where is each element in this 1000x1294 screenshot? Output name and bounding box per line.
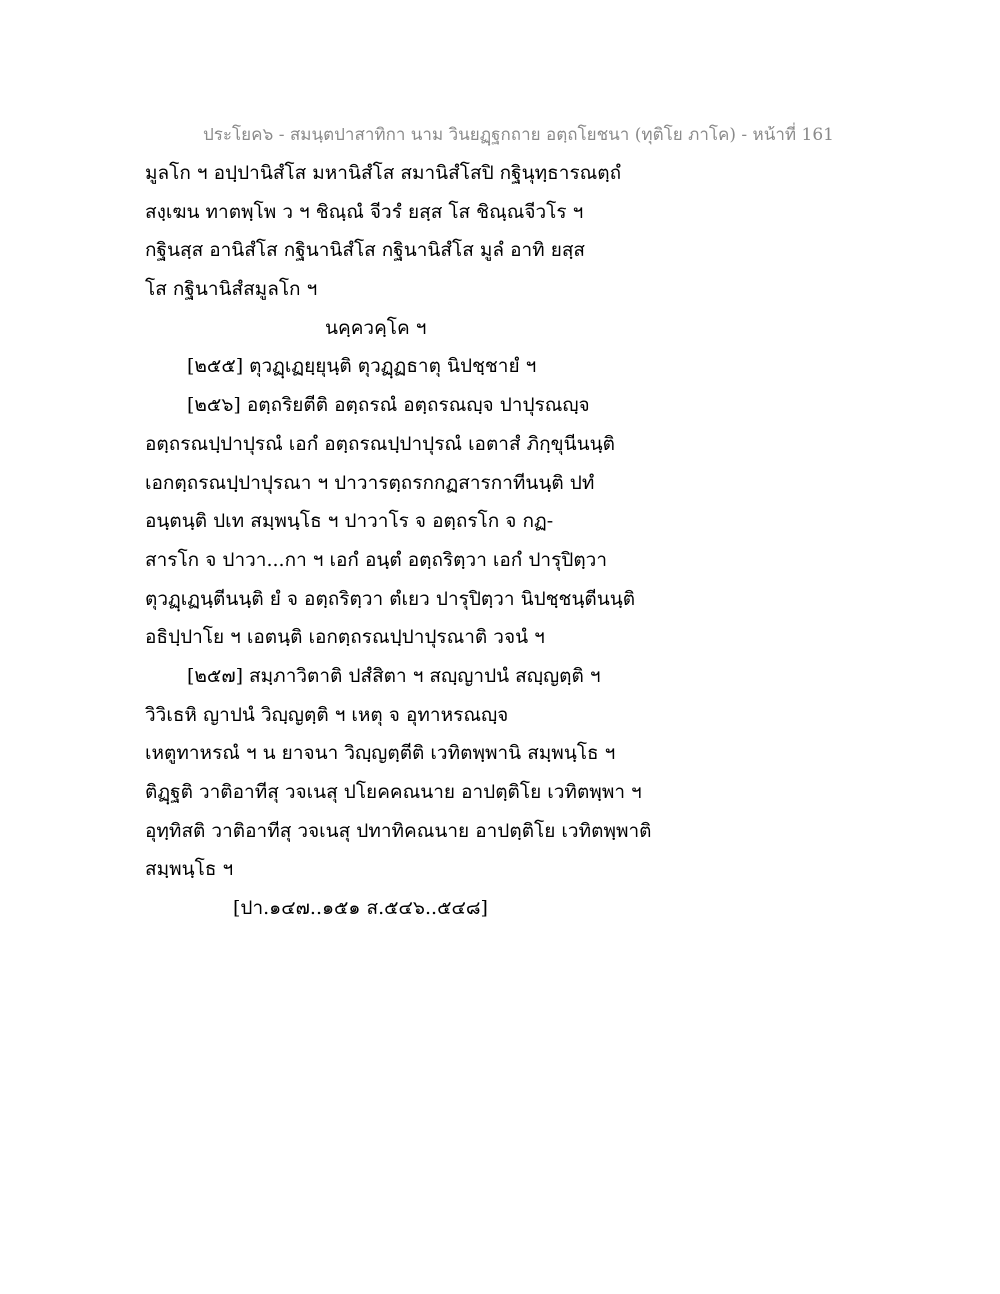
text-line: อตฺถรณปฺปาปุรณํ เอกํ อตฺถรณปฺปาปุรณํ เอตาสํ ภิกฺขุนีนนฺติ xyxy=(145,432,615,455)
text-line: เหตูทาหรณํ ฯ น ยาจนา วิญฺญตฺตีติ เวทิตพฺพานิ สมฺพนฺโธ ฯ xyxy=(145,742,616,765)
body-text xyxy=(145,158,665,932)
text-line: กฐินสฺส อานิสํโส กฐินานิสํโส กฐินานิสํโส มูลํ อาทิ ยสฺส xyxy=(145,239,586,262)
text-line: ติฏฺฐติ วาติอาทีสุ วจเนสุ ปโยคคณนาย อาปตฺติโย เวทิตพฺพา ฯ xyxy=(145,781,642,803)
text-line: สงฺเฆน ทาตพฺโพ ว ฯ ชิณฺณํ จีวรํ ยสฺส โส ชิณฺณจีวโร ฯ xyxy=(145,200,584,223)
text-line: โส กฐินานิสํสมูลโก ฯ xyxy=(145,278,318,301)
text-line: เอกตฺถรณปฺปาปุรณา ฯ ปาวารตฺถรกกฏสารกาทีนนฺติ ปทํ xyxy=(145,471,595,494)
section-title: นคฺควคฺโค ฯ xyxy=(325,316,427,339)
text-line: วิวิเธหิ ญาปนํ วิญฺญตฺติ ฯ เหตุ จ อุทาหรณญฺจ xyxy=(145,703,509,726)
paragraph-start: [๒๕๗] สมฺภาวิตาติ ปสํสิตา ฯ สญฺญาปนํ สญฺญตฺติ ฯ xyxy=(187,664,601,687)
text-line: มูลโก ฯ อปฺปานิสํโส มหานิสํโส สมานิสํโสปิ กฐินุทฺธารณตฺถํ xyxy=(145,162,622,184)
text-line: สารโก จ ปาวา...กา ฯ เอกํ อนฺตํ อตฺถริตฺวา เอกํ ปารุปิตฺวา xyxy=(145,548,608,571)
text-line: สมฺพนฺโธ ฯ xyxy=(145,858,234,881)
paragraph-start: [๒๕๖] อตฺถริยตีติ อตฺถรณํ อตฺถรณญฺจ ปาปุรณญฺจ xyxy=(187,394,590,417)
reference-citation: [ปา.๑๔๗..๑๕๑ ส.๕๔๖..๕๔๘] xyxy=(233,897,488,920)
text-line: อธิปฺปาโย ฯ เอตนฺติ เอกตฺถรณปฺปาปุรณาติ วจนํ ฯ xyxy=(145,626,545,649)
text-line: อนฺตนฺติ ปเท สมฺพนฺโธ ฯ ปาวาโร จ อตฺถรโก จ กฏ- xyxy=(145,510,554,533)
page-header: ประโยค๖ - สมนฺตปาสาทิกา นาม วินยฏฺฐกถาย อตฺถโยชนา (ทุติโย ภาโค) - หน้าที่ 161 xyxy=(203,125,834,145)
text-line: อุทฺทิสติ วาติอาทีสุ วจเนสุ ปทาทิคณนาย อาปตฺติโย เวทิตพฺพาติ xyxy=(145,819,652,842)
paragraph-start: [๒๕๕] ตุวฏฺเฏยฺยุนฺติ ตุวฏฺฏธาตุ นิปชฺชายํ ฯ xyxy=(187,355,537,378)
text-line: ตุวฏฺเฏนฺตีนนฺติ ยํ จ อตฺถริตฺวา ตํเยว ปารุปิตฺวา นิปชฺชนฺตีนนฺติ xyxy=(145,587,636,610)
